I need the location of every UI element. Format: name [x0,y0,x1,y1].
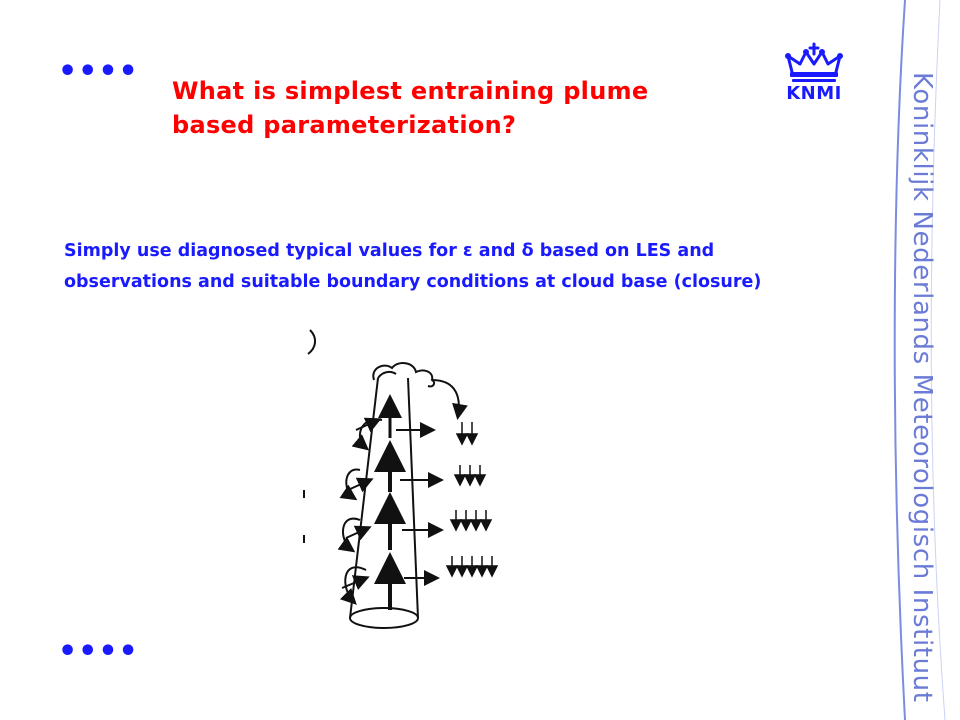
slide-title: What is simplest entraining plume based parameterization? [172,77,649,139]
sidebar-text: Koninklijk Nederlands Meteorologisch Instituut [907,72,937,703]
entraining-plume-diagram [290,320,520,635]
knmi-logo [766,42,862,112]
bullet-dots-top: •••• [58,54,139,89]
logo-text: KNMI [786,83,842,104]
crown-icon [766,42,862,86]
body-paragraph: Simply use diagnosed typical values for ε and δ based on LES and observations and suitable boundary conditions at cloud base (closure) [64,241,762,292]
bullet-dots-bottom: •••• [58,634,139,669]
